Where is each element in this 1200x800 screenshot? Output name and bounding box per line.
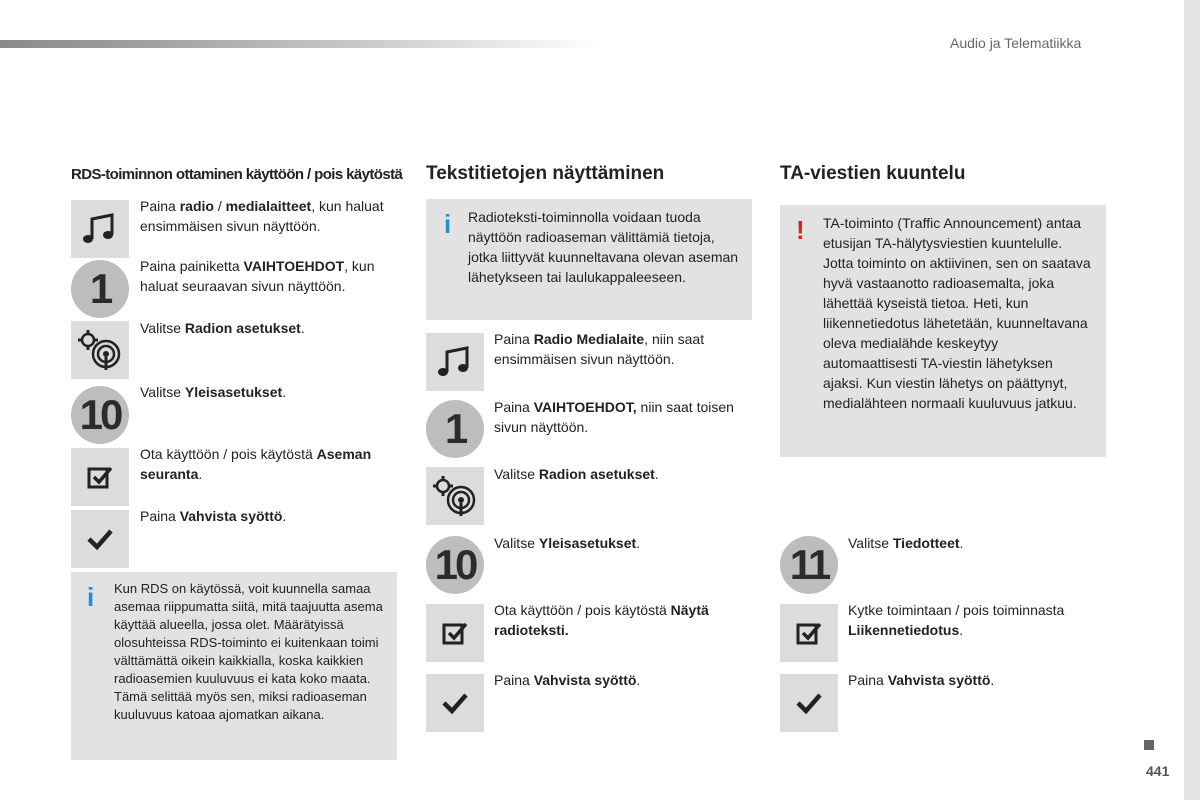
col3-warning-text: TA-toiminto (Traffic Announcement) antaa etusijan TA-hälytysviestien kuuntelulle. Jotta toiminto on aktiivinen, sen on saatava hyvä vastaanotto radioasemalta, joka lähettää kyseistä tietoa. Heti, kun liikennetiedotus lähetetään, kuunneltavana oleva medialähde keskeytyy automaattisesti TA-viestin lähetyksen ajaksi. Kun viestin lähetys on päättynyt, medialähteen normaali kuuluvuus jatkuu. bbox=[823, 215, 1091, 411]
music-note-icon bbox=[426, 333, 484, 391]
checkmark-icon bbox=[780, 674, 838, 732]
step-number-10: 10 bbox=[71, 386, 129, 444]
page-edge-stripe bbox=[1184, 0, 1200, 800]
col2-title: Tekstitietojen näyttäminen bbox=[426, 163, 665, 184]
checkbox-icon bbox=[426, 604, 484, 662]
info-icon: i bbox=[87, 582, 95, 612]
col2-step2-text: Paina VAIHTOEHDOT, niin saat toisen sivun näyttöön. bbox=[494, 399, 734, 435]
checkmark-icon bbox=[71, 510, 129, 568]
col2-step1-text: Paina Radio Medialaite, niin saat ensimmäisen sivun näyttöön. bbox=[494, 331, 705, 367]
col3-step3-text: Paina Vahvista syöttö. bbox=[848, 672, 995, 688]
page-number: 441 bbox=[1146, 763, 1170, 779]
col1-step5-text: Ota käyttöön / pois käytöstä Aseman seuranta. bbox=[140, 446, 372, 482]
music-note-icon bbox=[71, 200, 129, 258]
col1-step6-text: Paina Vahvista syöttö. bbox=[140, 508, 287, 524]
checkbox-icon bbox=[71, 448, 129, 506]
col1-title: RDS-toiminnon ottaminen käyttöön / pois käytöstä bbox=[71, 166, 403, 183]
col1-info-text: Kun RDS on käytössä, voit kuunnella samaa asemaa riippumatta siitä, mitä taajuutta asema käyttää alueella, jossa olet. Määrätyissä olosuhteissa RDS-toiminto ei kuitenkaan toimi välttämättä oikein kaikkialla, koska kaikkien radioasemien kuuluvuus ei kata koko maata. Tämä selittää myös sen, miksi radioaseman kuuluvuus katoaa ajomatkan aikana. bbox=[114, 581, 383, 722]
info-icon: i bbox=[444, 209, 452, 239]
col1-info-box bbox=[71, 572, 397, 760]
col2-info-text: Radioteksti-toiminnolla voidaan tuoda näyttöön radioaseman välittämiä tietoja, jotka liittyvät kuunneltavana olevan aseman lähetykseen tai laulukappaleeseen. bbox=[468, 209, 739, 285]
col3-step1-text: Valitse Tiedotteet. bbox=[848, 535, 964, 551]
page-marker bbox=[1144, 740, 1154, 750]
radio-settings-icon bbox=[426, 467, 484, 525]
checkmark-icon bbox=[426, 674, 484, 732]
section-header: Audio ja Telematiikka bbox=[950, 35, 1082, 51]
checkbox-icon bbox=[780, 604, 838, 662]
step-number-1: 1 bbox=[71, 260, 129, 318]
col2-info-box bbox=[426, 199, 752, 320]
col2-step3-text: Valitse Radion asetukset. bbox=[494, 466, 659, 482]
col1-step2-text: Paina painiketta VAIHTOEHDOT, kun haluat seuraavan sivun näyttöön. bbox=[140, 258, 375, 294]
col1-step1-text: Paina radio / medialaitteet, kun haluat ensimmäisen sivun näyttöön. bbox=[140, 198, 384, 234]
col1-step4-text: Valitse Yleisasetukset. bbox=[140, 384, 287, 400]
warning-icon: ! bbox=[796, 215, 805, 245]
radio-settings-icon bbox=[71, 321, 129, 379]
col2-step4-text: Valitse Yleisasetukset. bbox=[494, 535, 641, 551]
col1-step3-text: Valitse Radion asetukset. bbox=[140, 320, 305, 336]
col3-step2-text: Kytke toimintaan / pois toiminnasta Liikennetiedotus. bbox=[848, 602, 1065, 638]
col3-title: TA-viestien kuuntelu bbox=[780, 163, 966, 184]
header-rule bbox=[0, 40, 600, 48]
step-number-10: 10 bbox=[426, 536, 484, 594]
col3-warning-box bbox=[780, 205, 1106, 457]
col2-step6-text: Paina Vahvista syöttö. bbox=[494, 672, 641, 688]
step-number-11: 11 bbox=[780, 536, 838, 594]
step-number-1: 1 bbox=[426, 400, 484, 458]
col2-step5-text: Ota käyttöön / pois käytöstä Näytä radioteksti. bbox=[494, 602, 709, 638]
